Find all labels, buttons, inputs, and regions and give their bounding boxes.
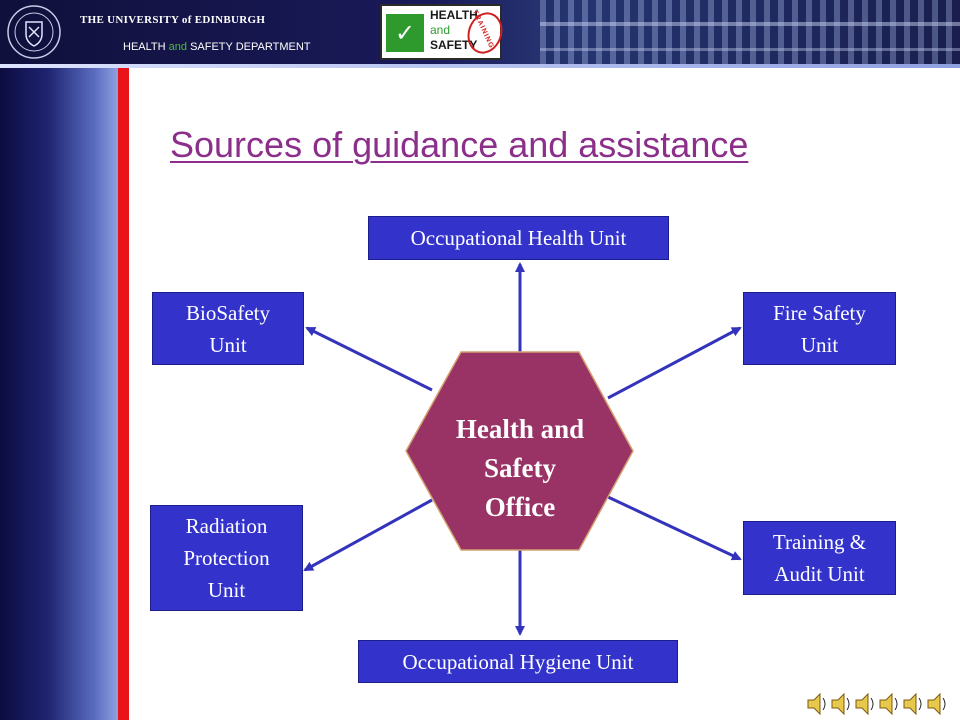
arrow-to-training: [608, 497, 740, 559]
speaker-icon[interactable]: [928, 694, 945, 714]
arrow-to-biosafety: [307, 328, 432, 390]
audio-icons: [806, 690, 956, 718]
speaker-icon[interactable]: [880, 694, 897, 714]
slide-title: Sources of guidance and assistance: [170, 124, 749, 165]
center-label-line3: Office: [484, 492, 556, 522]
department-name: HEALTH and SAFETY DEPARTMENT: [123, 41, 311, 53]
arrow-to-fire-safety: [608, 328, 740, 398]
training-audit-unit: Training & Audit Unit: [743, 521, 896, 595]
logo-text: HEALTH and SAFETY: [430, 8, 478, 52]
university-name: THE UNIVERSITY of EDINBURGH: [80, 14, 266, 26]
speaker-icon[interactable]: [832, 694, 849, 714]
occupational-health-unit: Occupational Health Unit: [368, 216, 669, 260]
occupational-hygiene-unit: Occupational Hygiene Unit: [358, 640, 678, 683]
training-stamp-text: TRAINING: [470, 9, 495, 50]
fire-safety-unit: Fire Safety Unit: [743, 292, 896, 365]
speaker-icon[interactable]: [808, 694, 825, 714]
speaker-icon[interactable]: [904, 694, 921, 714]
biosafety-unit: BioSafety Unit: [152, 292, 304, 365]
radiation-protection-unit: Radiation Protection Unit: [150, 505, 303, 611]
center-label-line1: Health and: [455, 414, 585, 444]
checkmark-icon: ✓: [386, 14, 424, 52]
arrow-to-radiation: [305, 500, 432, 570]
center-label-line2: Safety: [484, 453, 556, 483]
speaker-icon[interactable]: [856, 694, 873, 714]
